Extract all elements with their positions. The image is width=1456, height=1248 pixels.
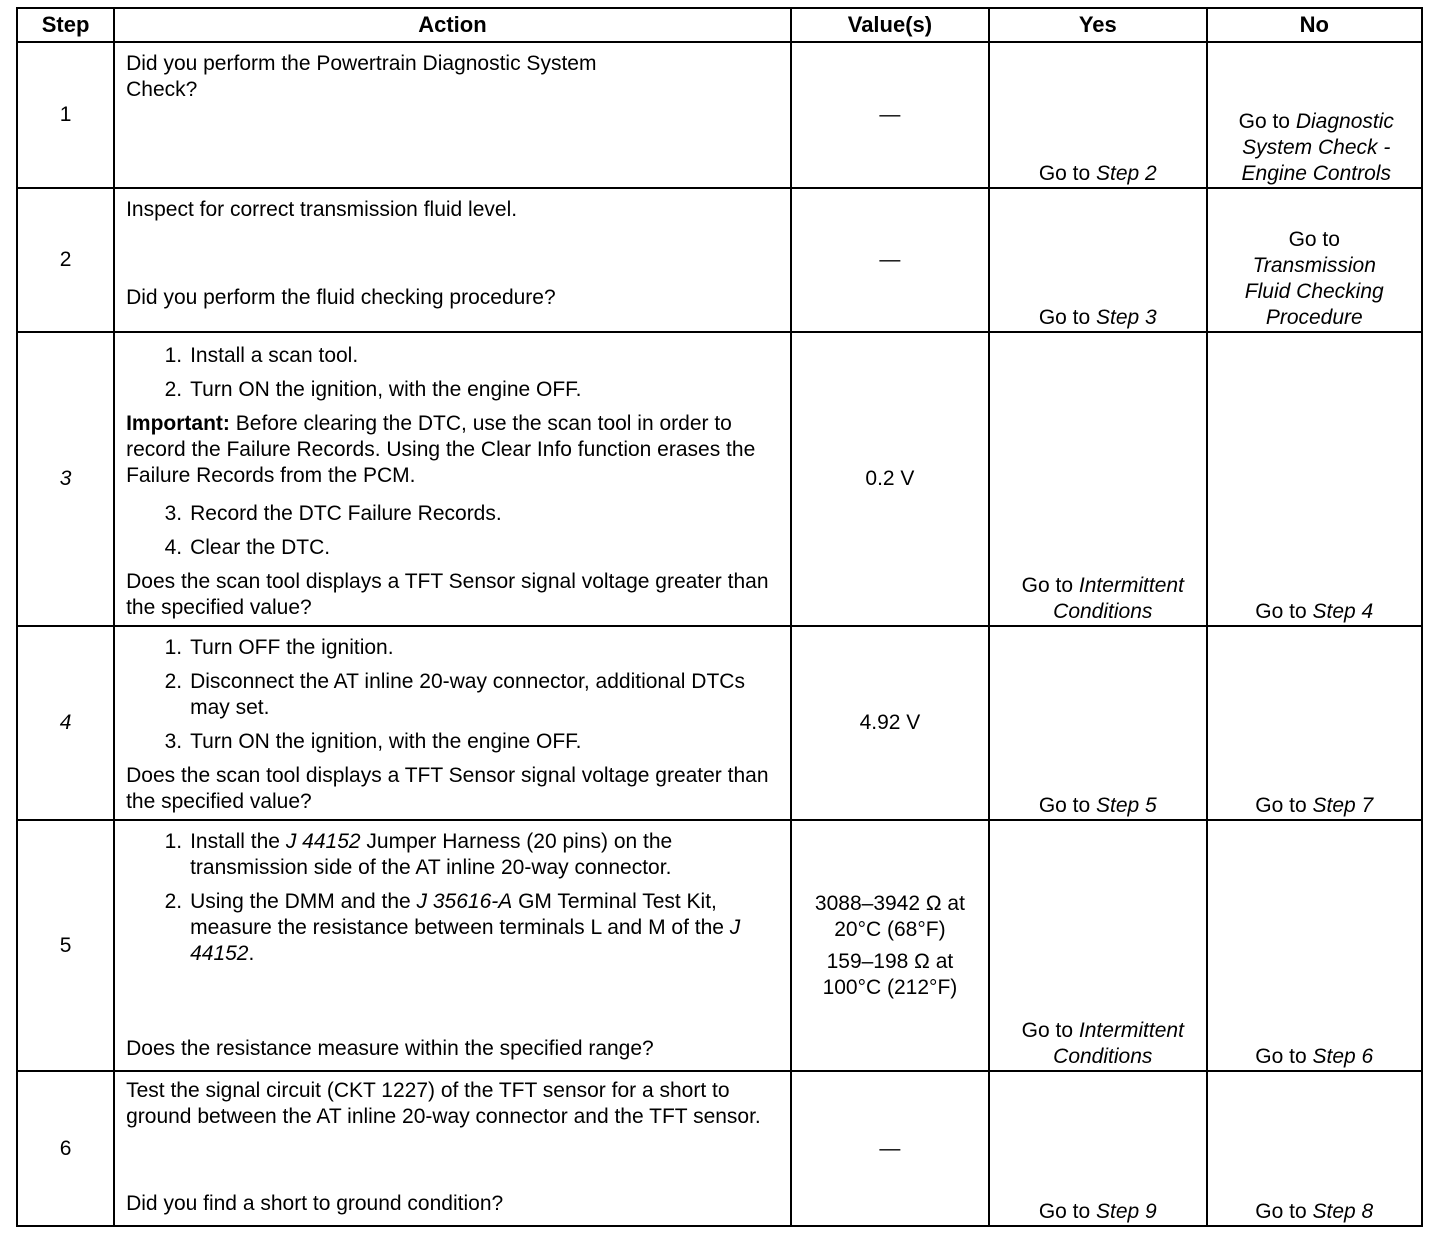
no-prefix: Go to bbox=[1255, 1200, 1313, 1223]
tool-reference: J 44152 bbox=[285, 830, 361, 853]
header-step: Step bbox=[17, 8, 114, 42]
no-link[interactable]: Step 4 bbox=[1312, 600, 1374, 623]
no-prefix: Go to bbox=[1255, 600, 1313, 623]
list-item bbox=[126, 669, 780, 721]
diagnostic-table-page bbox=[16, 7, 1423, 1222]
table-row bbox=[17, 42, 1422, 188]
step-number: 3 bbox=[17, 332, 114, 626]
no-prefix: Go to bbox=[1255, 794, 1313, 817]
item-number: 4. bbox=[164, 536, 183, 559]
value-cell: — bbox=[791, 42, 989, 188]
table-row bbox=[17, 820, 1422, 1071]
diagnostic-table bbox=[16, 7, 1423, 1227]
yes-cell bbox=[989, 1071, 1206, 1226]
item-number: 1. bbox=[164, 344, 183, 367]
item-text bbox=[190, 829, 780, 881]
list-item bbox=[126, 635, 780, 661]
item-text: Turn ON the ignition, with the engine OFF. bbox=[190, 730, 582, 753]
list-item bbox=[126, 889, 780, 967]
important-note bbox=[126, 411, 780, 489]
procedure-list bbox=[126, 497, 780, 569]
yes-cell bbox=[989, 42, 1206, 188]
list-item bbox=[126, 377, 780, 403]
item-text bbox=[190, 889, 780, 967]
header-action: Action bbox=[114, 8, 791, 42]
yes-link[interactable]: Step 3 bbox=[1096, 306, 1157, 329]
item-number: 3. bbox=[164, 730, 183, 753]
item-text: Install a scan tool. bbox=[190, 344, 359, 367]
tool-reference: J 44152 bbox=[190, 916, 741, 965]
no-link[interactable]: Diagnostic System Check - Engine Controls bbox=[1241, 110, 1394, 185]
action-cell bbox=[114, 332, 791, 626]
list-item bbox=[126, 535, 780, 561]
important-text: Before clearing the DTC, use the scan tool in order to record the Failure Records. Using the Clear Info function erases the Failure Records from the PCM. bbox=[126, 412, 756, 487]
action-text: Did you perform the Powertrain Diagnostic System Check? bbox=[126, 52, 597, 101]
action-question: Does the scan tool displays a TFT Sensor signal voltage greater than the specified value? bbox=[126, 764, 769, 813]
yes-cell bbox=[989, 332, 1206, 626]
table-row bbox=[17, 188, 1422, 332]
no-link[interactable]: Step 7 bbox=[1312, 794, 1374, 817]
item-text-part: GM Terminal Test Kit, measure the resistance between terminals L and M of the bbox=[190, 890, 730, 939]
value-range-20c: 3088–3942 Ω at 20°C (68°F) bbox=[814, 891, 965, 941]
action-question: Did you perform the fluid checking procedure? bbox=[126, 286, 556, 309]
action-question: Does the scan tool displays a TFT Sensor signal voltage greater than the specified value? bbox=[126, 570, 769, 619]
step-number: 5 bbox=[17, 820, 114, 1071]
action-cell bbox=[114, 820, 791, 1071]
value-cell: — bbox=[791, 188, 989, 332]
item-text: Turn OFF the ignition. bbox=[190, 636, 394, 659]
table-row bbox=[17, 1071, 1422, 1226]
no-cell bbox=[1207, 188, 1422, 332]
tool-reference: J 35616-A bbox=[416, 890, 513, 913]
action-cell bbox=[114, 42, 791, 188]
header-yes: Yes bbox=[989, 8, 1206, 42]
no-prefix: Go to bbox=[1238, 110, 1296, 133]
no-cell bbox=[1207, 332, 1422, 626]
no-link[interactable]: Step 6 bbox=[1312, 1045, 1374, 1068]
item-number: 2. bbox=[164, 378, 183, 401]
list-item bbox=[126, 343, 780, 369]
value-cell: — bbox=[791, 1071, 989, 1226]
procedure-list bbox=[126, 825, 780, 975]
item-text-part: . bbox=[248, 942, 255, 965]
value-range-100c: 159–198 Ω at 100°C (212°F) bbox=[822, 949, 958, 999]
action-cell bbox=[114, 626, 791, 820]
yes-prefix: Go to bbox=[1038, 306, 1097, 329]
yes-prefix: Go to bbox=[1021, 574, 1079, 597]
step-number: 2 bbox=[17, 188, 114, 332]
header-values: Value(s) bbox=[791, 8, 989, 42]
item-text-part: Install the bbox=[190, 830, 286, 853]
no-link[interactable]: Transmission Fluid Checking Procedure bbox=[1244, 254, 1384, 329]
yes-cell bbox=[989, 820, 1206, 1071]
value-cell: 0.2 V bbox=[791, 332, 989, 626]
yes-prefix: Go to bbox=[1038, 162, 1097, 185]
header-no: No bbox=[1207, 8, 1422, 42]
step-number: 1 bbox=[17, 42, 114, 188]
procedure-list bbox=[126, 339, 780, 411]
yes-prefix: Go to bbox=[1038, 794, 1097, 817]
yes-link[interactable]: Intermittent Conditions bbox=[1053, 1019, 1184, 1068]
yes-link[interactable]: Intermittent Conditions bbox=[1053, 574, 1184, 623]
yes-cell bbox=[989, 626, 1206, 820]
yes-prefix: Go to bbox=[1038, 1200, 1097, 1223]
action-cell bbox=[114, 1071, 791, 1226]
yes-cell bbox=[989, 188, 1206, 332]
action-text: Test the signal circuit (CKT 1227) of the TFT sensor for a short to ground between the AT inline 20-way connector and the TFT sensor. bbox=[126, 1079, 761, 1128]
list-item bbox=[126, 829, 780, 881]
no-prefix: Go to bbox=[1288, 228, 1340, 251]
header-row bbox=[17, 8, 1422, 42]
item-text: Disconnect the AT inline 20-way connector, additional DTCs may set. bbox=[190, 670, 745, 719]
item-number: 1. bbox=[164, 636, 183, 659]
item-text: Record the DTC Failure Records. bbox=[190, 502, 502, 525]
item-text-part: Jumper Harness (20 pins) on the transmission side of the AT inline 20-way connector. bbox=[190, 830, 673, 879]
list-item bbox=[126, 501, 780, 527]
no-cell bbox=[1207, 1071, 1422, 1226]
yes-link[interactable]: Step 5 bbox=[1096, 794, 1157, 817]
value-cell: 4.92 V bbox=[791, 626, 989, 820]
table-row bbox=[17, 626, 1422, 820]
step-number: 4 bbox=[17, 626, 114, 820]
step-number: 6 bbox=[17, 1071, 114, 1226]
action-question: Did you find a short to ground condition? bbox=[126, 1192, 504, 1215]
no-prefix: Go to bbox=[1255, 1045, 1313, 1068]
no-cell bbox=[1207, 820, 1422, 1071]
item-number: 1. bbox=[164, 830, 183, 853]
yes-link[interactable]: Step 2 bbox=[1096, 162, 1157, 185]
no-cell bbox=[1207, 626, 1422, 820]
item-text-part: Using the DMM and the bbox=[190, 890, 417, 913]
action-text: Inspect for correct transmission fluid level. bbox=[126, 198, 518, 221]
action-question: Does the resistance measure within the specified range? bbox=[126, 1037, 654, 1060]
no-link[interactable]: Step 8 bbox=[1312, 1200, 1374, 1223]
procedure-list bbox=[126, 631, 780, 763]
item-text: Turn ON the ignition, with the engine OFF. bbox=[190, 378, 582, 401]
item-number: 3. bbox=[164, 502, 183, 525]
yes-prefix: Go to bbox=[1021, 1019, 1079, 1042]
yes-link[interactable]: Step 9 bbox=[1096, 1200, 1157, 1223]
action-cell bbox=[114, 188, 791, 332]
list-item bbox=[126, 729, 780, 755]
table-row bbox=[17, 332, 1422, 626]
item-number: 2. bbox=[164, 890, 183, 913]
important-label: Important: bbox=[126, 412, 230, 435]
item-number: 2. bbox=[164, 670, 183, 693]
no-cell bbox=[1207, 42, 1422, 188]
value-cell bbox=[791, 820, 989, 1071]
item-text: Clear the DTC. bbox=[190, 536, 331, 559]
